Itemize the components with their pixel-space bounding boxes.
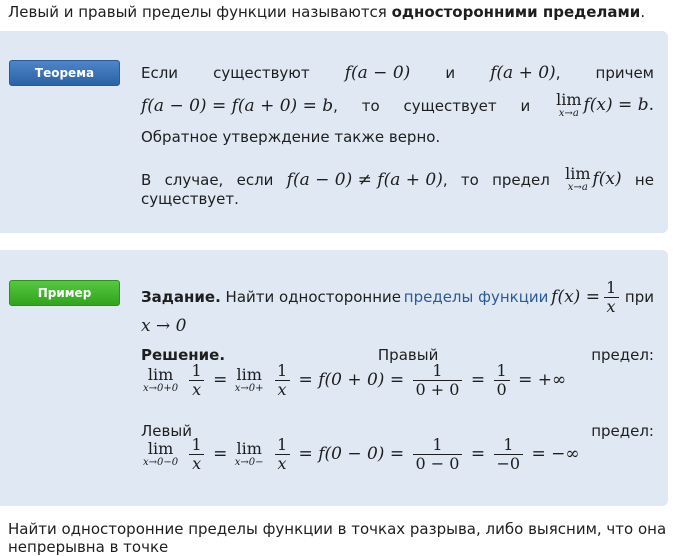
task-line-2: x → 0: [141, 316, 187, 336]
example-tag: Пример: [9, 280, 120, 306]
theorem-line-1: Если существуют f(a − 0) и f(a + 0), причем: [141, 63, 654, 83]
functions-limits-link[interactable]: пределы функции: [403, 288, 549, 306]
theorem-line-3: Обратное утверждение также верно.: [141, 128, 441, 146]
solution-line: Решение. Правый предел:: [141, 346, 654, 364]
math-equality: f(a − 0) = f(a + 0) = b: [141, 95, 334, 116]
cut-off-text: Найти односторонние пределы функции в точках разрыва, либо выясним, что она непрерывна в точке: [8, 520, 667, 556]
right-limit-equation: lim x→0+0 $\frac{1}{x}$ = lim x→0+ $\frac{1}{x}$ = f(0 + 0) = $\frac{1}{0 + 0}$ = $\frac{1}{0}$ = +∞: [143, 361, 567, 399]
math-f-a-minus: f(a − 0): [344, 63, 411, 83]
intro-text: Левый и правый пределы функции называются односторонними пределами.: [8, 3, 646, 21]
theorem-line-5: существует.: [141, 190, 239, 208]
theorem-line-4: В случае, если f(a − 0) ≠ f(a + 0), то предел lim x→a f(x) не: [141, 164, 654, 193]
left-limit-equation: lim x→0−0 $\frac{1}{x}$ = lim x→0− $\frac{1}{x}$ = f(0 − 0) = $\frac{1}{0 - 0}$ = $\frac{1}{-0}$ = −∞: [143, 435, 580, 473]
fraction-1-over-x: $\frac{1}{x}$: [603, 279, 619, 316]
math-f-a-plus: f(a + 0): [490, 63, 556, 83]
intro-bold-term: односторонними пределами: [391, 3, 641, 21]
theorem-tag: Теорема: [9, 60, 120, 86]
math-inequality: f(a − 0) ≠ f(a + 0): [286, 169, 443, 190]
lim-x-to-a-2: lim x→a: [565, 164, 591, 193]
theorem-line-2: f(a − 0) = f(a + 0) = b, то существует и lim x→a f(x) = b.: [141, 90, 654, 119]
task-line: Задание. Найти односторонние пределы функции f(x) = $\frac{1}{x}$ при: [141, 277, 654, 316]
lim-x-to-a: lim x→a: [556, 90, 582, 119]
left-limit-label: Левый предел:: [141, 422, 654, 440]
